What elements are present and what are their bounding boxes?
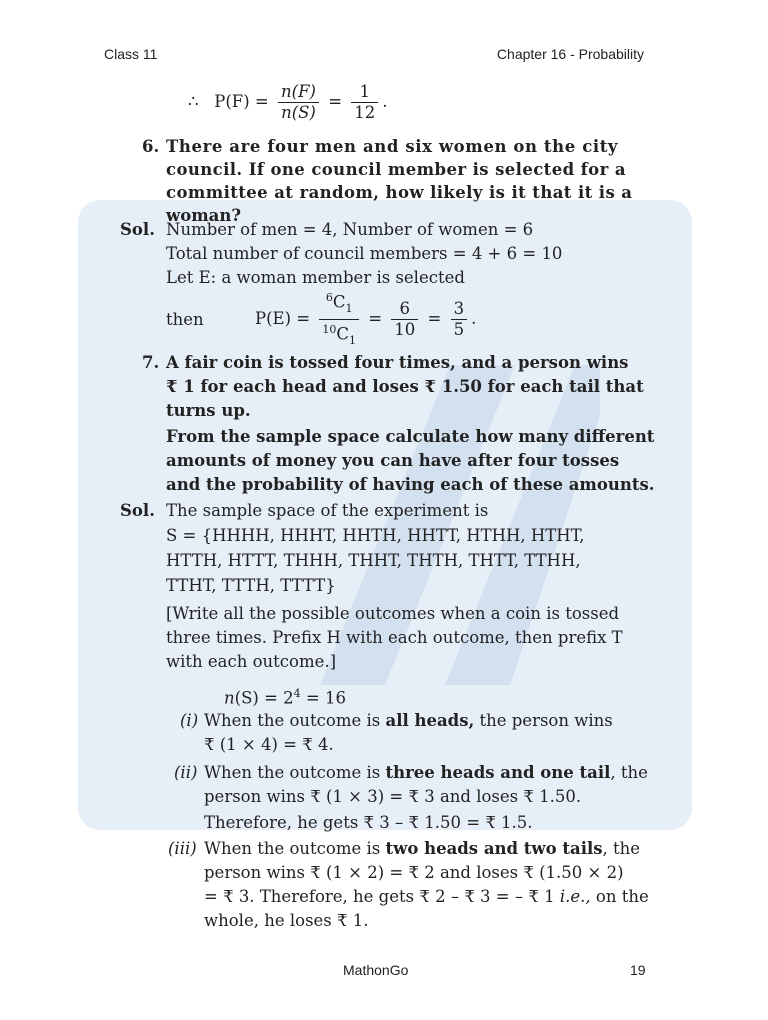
q7-line: ₹ 1 for each head and loses ₹ 1.50 for each tail that	[166, 377, 644, 396]
sol7-label: Sol.	[120, 501, 155, 520]
sol6-then: then	[166, 310, 204, 329]
q7-line: and the probability of having each of these amounts.	[166, 475, 655, 494]
sol6-label: Sol.	[120, 220, 155, 239]
q7-line: A fair coin is tossed four times, and a person wins	[166, 353, 629, 372]
pe-equation: P(E) = $\frac{^6C_1}{^{10}C_1}$ = $\frac{6}{10}$ = $\frac{3}{5}$ .	[255, 288, 476, 351]
sol7-line: with each outcome.]	[166, 652, 337, 671]
item-ii-mark: (ii)	[174, 763, 198, 782]
item-iii-line: When the outcome is two heads and two tails, the	[204, 839, 641, 858]
q6-line: committee at random, how likely is it that it is a	[166, 183, 633, 202]
item-i-mark: (i)	[180, 711, 199, 730]
q7-line: amounts of money you can have after four tosses	[166, 451, 620, 470]
item-ii-line: person wins ₹ (1 × 3) = ₹ 3 and loses ₹ 1.50.	[204, 787, 582, 806]
q7-line: From the sample space calculate how many different	[166, 427, 655, 446]
sol7-line: three times. Prefix H with each outcome, then prefix T	[166, 628, 623, 647]
footer-brand: MathonGo	[343, 962, 409, 978]
sol6-line: Let E: a woman member is selected	[166, 268, 465, 287]
sol6-line: Number of men = 4, Number of women = 6	[166, 220, 534, 239]
header-class: Class 11	[104, 46, 158, 62]
q6-line: council. If one council member is selected for a	[166, 160, 626, 179]
sol7-line: TTHT, TTTH, TTTT}	[166, 576, 336, 595]
item-iii-mark: (iii)	[168, 839, 197, 858]
q7-number: 7.	[142, 353, 160, 372]
item-iii-line: whole, he loses ₹ 1.	[204, 911, 369, 930]
pf-equation: ∴ P(F) = $\frac{n(F)}{n(S)}$ = $\frac{1}{12}$ .	[188, 82, 388, 122]
page-number: 19	[630, 962, 646, 978]
sol6-line: Total number of council members = 4 + 6 = 10	[166, 244, 563, 263]
q6-number: 6.	[142, 137, 160, 156]
item-iii-line: = ₹ 3. Therefore, he gets ₹ 2 – ₹ 3 = – ₹ 1 i.e., on the	[204, 887, 649, 906]
sol7-line: [Write all the possible outcomes when a coin is tossed	[166, 604, 620, 623]
item-i-line: When the outcome is all heads, the person wins	[204, 711, 613, 730]
header-chapter: Chapter 16 - Probability	[496, 46, 644, 62]
sol7-line: S = {HHHH, HHHT, HHTH, HHTT, HTHH, HTHT,	[166, 526, 585, 545]
q6-line: woman?	[166, 206, 242, 225]
sol7-line: The sample space of the experiment is	[166, 501, 489, 520]
q7-line: turns up.	[166, 401, 251, 420]
ns-equation: $n(S) = 2^4 = 16$	[224, 687, 346, 708]
item-iii-line: person wins ₹ (1 × 2) = ₹ 2 and loses ₹ (1.50 × 2)	[204, 863, 624, 882]
q6-line: There are four men and six women on the city	[166, 137, 619, 156]
item-ii-line: Therefore, he gets ₹ 3 – ₹ 1.50 = ₹ 1.5.	[204, 813, 533, 832]
item-ii-line: When the outcome is three heads and one tail, the	[204, 763, 648, 782]
sol7-line: HTTH, HTTT, THHH, THHT, THTH, THTT, TTHH,	[166, 551, 581, 570]
item-i-line: ₹ (1 × 4) = ₹ 4.	[204, 735, 334, 754]
